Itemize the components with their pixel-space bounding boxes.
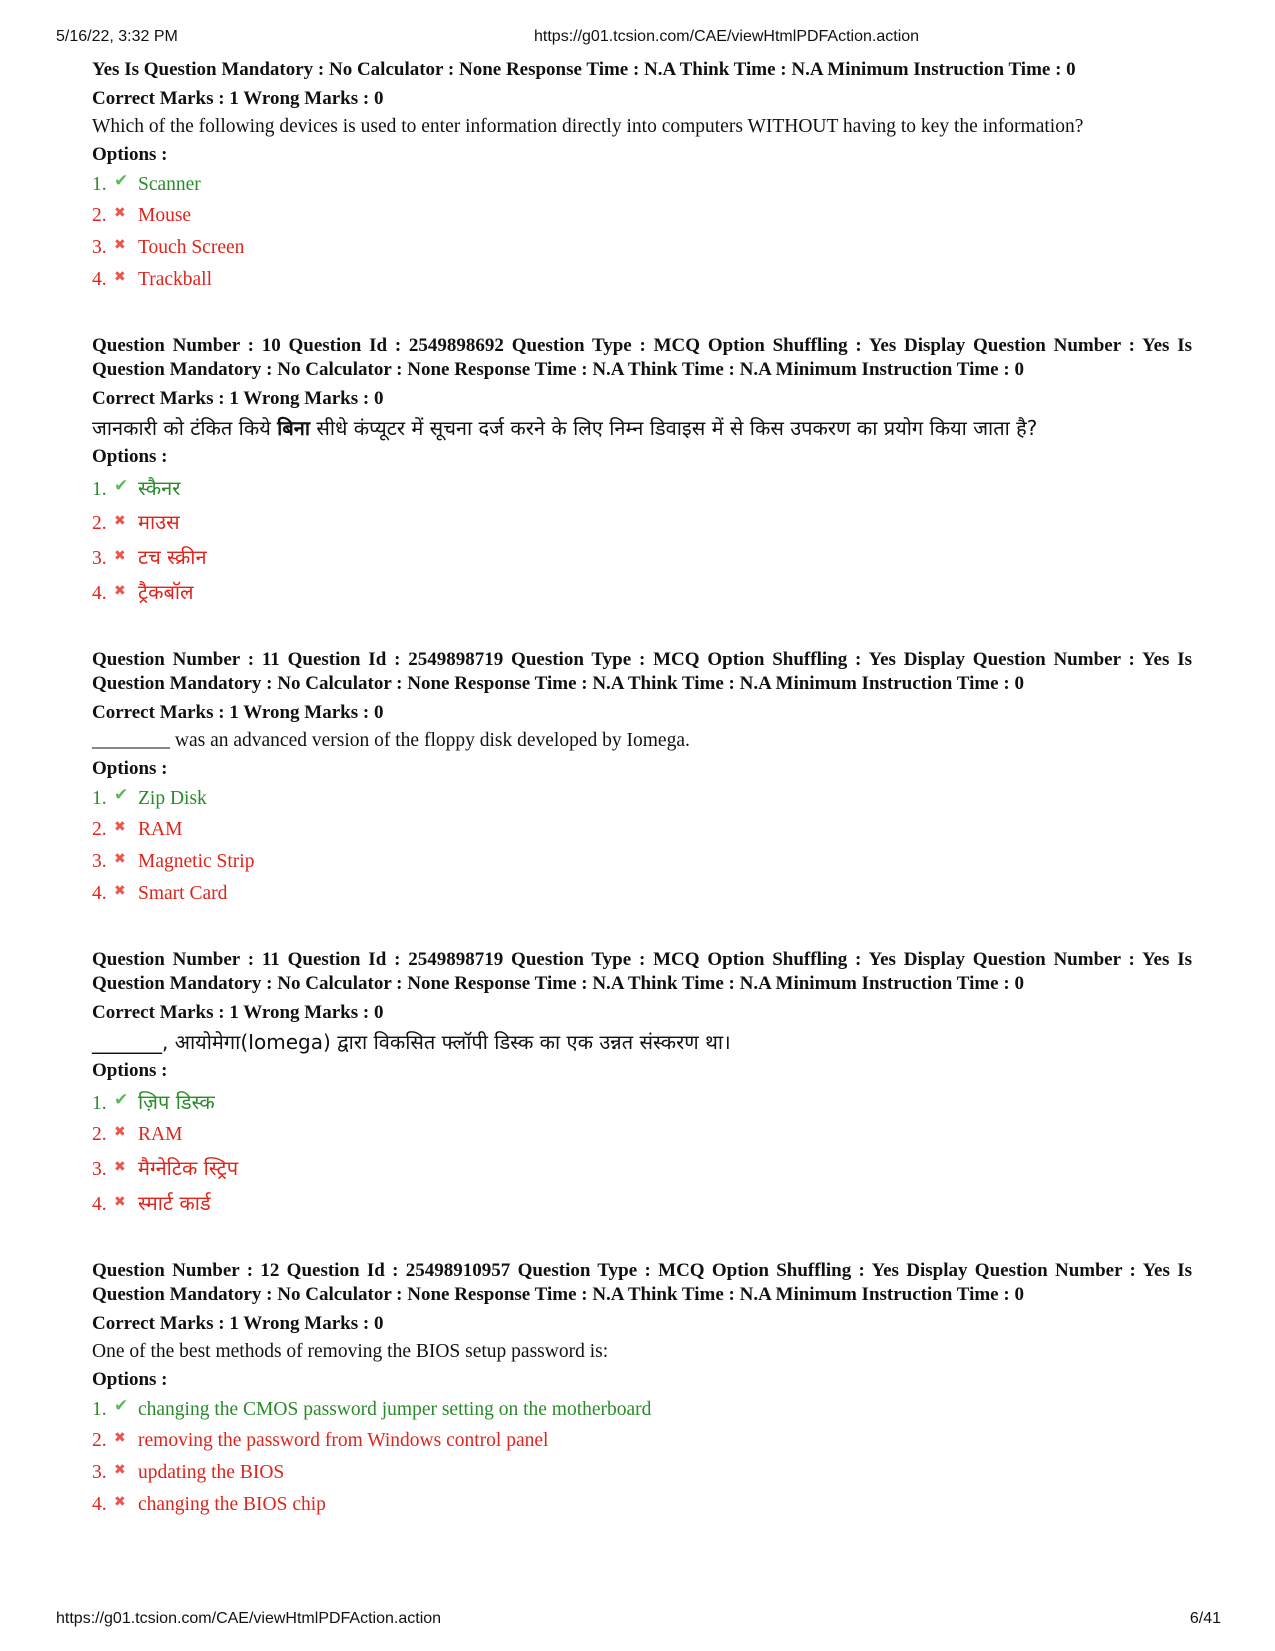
option-item xyxy=(92,1190,1192,1219)
page-number: 6/41 xyxy=(1189,1610,1221,1627)
question-meta: Question Number : 11 Question Id : 2549898719 Question Type : MCQ Option Shuffling : Yes Display Question Number : Yes Is Question Mandatory : No Calculator : None Response Time : N.A Think Time : N.A Minimum Instruction Time : 0 xyxy=(92,649,1192,694)
option-text: changing the BIOS chip xyxy=(138,1494,326,1515)
option-text: Mouse xyxy=(138,205,192,226)
option-item xyxy=(92,1089,1192,1117)
cross-icon: ✖ xyxy=(114,1194,126,1210)
option-number: 2. xyxy=(92,1430,107,1451)
question-block xyxy=(92,58,1192,294)
cross-icon: ✖ xyxy=(114,883,126,899)
option-item xyxy=(92,1155,1192,1184)
cross-icon: ✖ xyxy=(114,1494,126,1510)
print-url: https://g01.tcsion.com/CAE/viewHtmlPDFAction.action xyxy=(534,28,920,45)
option-text: माउस xyxy=(138,510,180,534)
question-text xyxy=(92,415,1192,441)
option-number: 2. xyxy=(92,513,107,534)
option-number: 1. xyxy=(92,1093,107,1114)
cross-icon: ✖ xyxy=(114,583,126,599)
option-number: 3. xyxy=(92,1159,107,1180)
option-item xyxy=(92,579,1192,608)
cross-icon: ✖ xyxy=(114,1430,126,1446)
option-text: Trackball xyxy=(138,269,213,290)
cross-icon: ✖ xyxy=(114,237,126,253)
option-number: 2. xyxy=(92,819,107,840)
option-text: Zip Disk xyxy=(138,788,207,809)
option-number: 2. xyxy=(92,1124,107,1145)
option-number: 4. xyxy=(92,1194,107,1215)
option-text: Magnetic Strip xyxy=(138,851,255,872)
cross-icon: ✖ xyxy=(114,819,126,835)
option-item xyxy=(92,544,1192,573)
option-item xyxy=(92,1492,1192,1519)
options-label: Options : xyxy=(92,1060,168,1081)
cross-icon: ✖ xyxy=(114,1159,126,1175)
option-item xyxy=(92,475,1192,503)
question-block xyxy=(92,648,1192,908)
option-item xyxy=(92,509,1192,538)
option-number: 4. xyxy=(92,1494,107,1515)
option-text: RAM xyxy=(138,1124,183,1145)
option-text: RAM xyxy=(138,819,183,840)
print-datetime: 5/16/22, 3:32 PM xyxy=(56,28,178,45)
option-text: स्मार्ट कार्ड xyxy=(138,1191,211,1215)
cross-icon: ✖ xyxy=(114,1124,126,1140)
options-label: Options : xyxy=(92,144,168,165)
question-list xyxy=(92,58,1192,1519)
check-icon: ✔ xyxy=(114,1090,129,1110)
option-number: 4. xyxy=(92,583,107,604)
option-text: changing the CMOS password jumper setting on the motherboard xyxy=(138,1399,652,1420)
option-item xyxy=(92,203,1192,230)
option-text: updating the BIOS xyxy=(138,1462,285,1483)
cross-icon: ✖ xyxy=(114,1462,126,1478)
option-item xyxy=(92,235,1192,262)
option-number: 2. xyxy=(92,205,107,226)
question-block xyxy=(92,334,1192,608)
cross-icon: ✖ xyxy=(114,548,126,564)
option-item xyxy=(92,172,1192,198)
option-item xyxy=(92,786,1192,812)
question-marks: Correct Marks : 1 Wrong Marks : 0 xyxy=(92,702,384,723)
option-text: removing the password from Windows control panel xyxy=(138,1430,549,1451)
print-header xyxy=(0,28,1275,50)
option-number: 1. xyxy=(92,479,107,500)
question-marks: Correct Marks : 1 Wrong Marks : 0 xyxy=(92,1313,384,1334)
cross-icon: ✖ xyxy=(114,269,126,285)
question-meta: Question Number : 12 Question Id : 25498910957 Question Type : MCQ Option Shuffling : Yes Display Question Number : Yes Is Question Mandatory : No Calculator : None Response Time : N.A Think Time : N.A Minimum Instruction Time : 0 xyxy=(92,1260,1192,1305)
cross-icon: ✖ xyxy=(114,205,126,221)
option-item xyxy=(92,1428,1192,1455)
check-icon: ✔ xyxy=(114,785,129,805)
question-block xyxy=(92,948,1192,1219)
option-number: 3. xyxy=(92,1462,107,1483)
question-text-after: सीधे कंप्यूटर में सूचना दर्ज करने के लिए निम्न डिवाइस में से किस उपकरण का प्रयोग किया जाता है? xyxy=(310,416,1038,440)
option-text: Scanner xyxy=(138,174,201,195)
option-number: 1. xyxy=(92,174,107,195)
question-marks: Correct Marks : 1 Wrong Marks : 0 xyxy=(92,1002,384,1023)
question-text: Which of the following devices is used to enter information directly into computers WITHOUT having to key the information? xyxy=(92,116,1084,137)
options-label: Options : xyxy=(92,446,168,467)
option-text: Touch Screen xyxy=(138,237,245,258)
option-item xyxy=(92,881,1192,908)
cross-icon: ✖ xyxy=(114,851,126,867)
check-icon: ✔ xyxy=(114,1396,129,1416)
footer-url: https://g01.tcsion.com/CAE/viewHtmlPDFAction.action xyxy=(56,1610,442,1627)
cross-icon: ✖ xyxy=(114,513,126,529)
option-number: 1. xyxy=(92,788,107,809)
print-footer xyxy=(0,1610,1275,1632)
options-label: Options : xyxy=(92,758,168,779)
option-text: Smart Card xyxy=(138,883,228,904)
question-meta: Question Number : 10 Question Id : 2549898692 Question Type : MCQ Option Shuffling : Yes Display Question Number : Yes Is Question Mandatory : No Calculator : None Response Time : N.A Think Time : N.A Minimum Instruction Time : 0 xyxy=(92,335,1192,380)
question-text-emphasis: बिना xyxy=(277,416,311,440)
option-item xyxy=(92,1460,1192,1487)
check-icon: ✔ xyxy=(114,171,129,191)
option-number: 4. xyxy=(92,269,107,290)
option-text: ज़िप डिस्क xyxy=(138,1090,215,1114)
question-block xyxy=(92,1259,1192,1519)
question-text: One of the best methods of removing the BIOS setup password is: xyxy=(92,1341,609,1362)
option-number: 3. xyxy=(92,237,107,258)
options-label: Options : xyxy=(92,1369,168,1390)
option-item xyxy=(92,817,1192,844)
option-item xyxy=(92,849,1192,876)
option-number: 3. xyxy=(92,548,107,569)
option-text: स्कैनर xyxy=(138,476,181,500)
question-marks: Correct Marks : 1 Wrong Marks : 0 xyxy=(92,388,384,409)
option-item xyxy=(92,1122,1192,1149)
question-text: _______, आयोमेगा(Iomega) द्वारा विकसित फ्लॉपी डिस्क का एक उन्नत संस्करण था। xyxy=(92,1030,731,1054)
option-number: 4. xyxy=(92,883,107,904)
option-text: ट्रैकबॉल xyxy=(138,580,194,604)
option-text: मैग्नेटिक स्ट्रिप xyxy=(138,1156,239,1180)
question-meta: Yes Is Question Mandatory : No Calculator : None Response Time : N.A Think Time : N.A Minimum Instruction Time : 0 xyxy=(92,59,1076,80)
option-text: टच स्क्रीन xyxy=(138,545,207,569)
option-item xyxy=(92,1397,1192,1423)
option-number: 1. xyxy=(92,1399,107,1420)
question-marks: Correct Marks : 1 Wrong Marks : 0 xyxy=(92,88,384,109)
check-icon: ✔ xyxy=(114,476,129,496)
option-number: 3. xyxy=(92,851,107,872)
option-item xyxy=(92,267,1192,294)
question-text-before: जानकारी को टंकित किये xyxy=(92,416,278,440)
question-text: ________ was an advanced version of the floppy disk developed by Iomega. xyxy=(92,730,690,751)
question-meta: Question Number : 11 Question Id : 2549898719 Question Type : MCQ Option Shuffling : Yes Display Question Number : Yes Is Question Mandatory : No Calculator : None Response Time : N.A Think Time : N.A Minimum Instruction Time : 0 xyxy=(92,949,1192,994)
